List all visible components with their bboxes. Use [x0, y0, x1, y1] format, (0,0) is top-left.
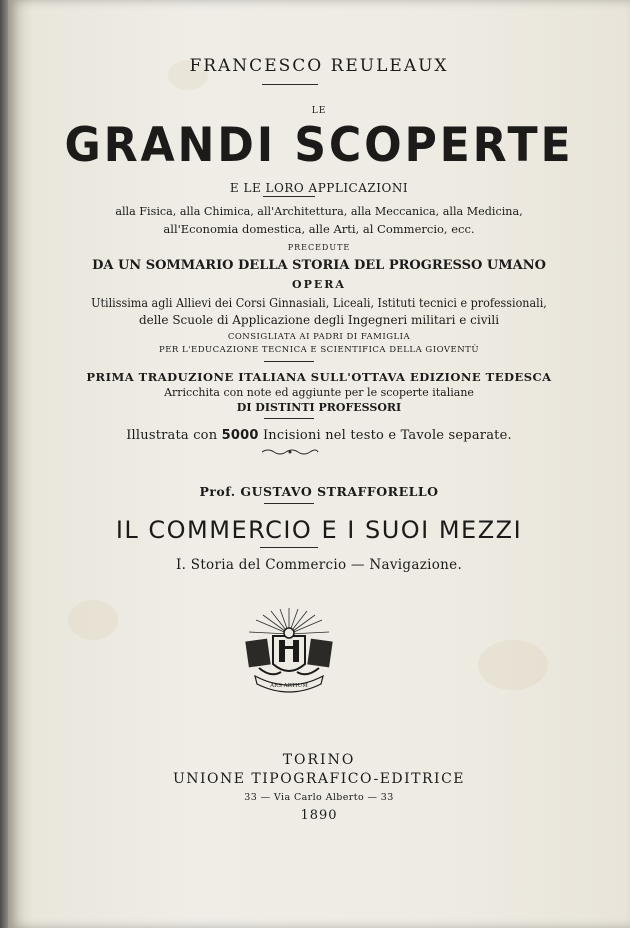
foxing-stain [68, 600, 118, 640]
sommario-heading: DA UN SOMMARIO DELLA STORIA DEL PROGRESSO UMANO [92, 258, 546, 273]
divider-rule [263, 196, 315, 197]
volume-title: IL COMMERCIO E I SUOI MEZZI [115, 516, 523, 544]
translation-note: PRIMA TRADUZIONE ITALIANA SULL'OTTAVA EDIZIONE TEDESCA [86, 370, 552, 384]
book-spine-edge [0, 0, 8, 928]
imprint-city: TORINO [282, 752, 356, 768]
imprint-publisher: UNIONE TIPOGRAFICO-EDITRICE [172, 771, 466, 787]
applications-line-1: alla Fisica, alla Chimica, all'Architettura, alla Meccanica, alla Medicina, [115, 204, 523, 218]
emblem-motto: ARS ARTIUM [270, 683, 308, 689]
illustration-note [8, 428, 630, 443]
precedute-label: PRECEDUTE [287, 243, 351, 252]
title-article: LE [311, 106, 327, 116]
volume-subtitle: I. Storia del Commercio — Navigazione. [175, 557, 463, 573]
enriched-note: Arricchita con note ed aggiunte per le scoperte italiane [164, 386, 474, 399]
imprint-address: 33 — Via Carlo Alberto — 33 [244, 792, 394, 803]
foxing-stain [478, 640, 548, 690]
main-subtitle: E LE LORO APPLICAZIONI [229, 181, 409, 195]
illustration-count: 5000 [221, 428, 259, 443]
divider-rule [260, 547, 318, 548]
author-name: FRANCESCO REULEAUX [189, 56, 449, 76]
main-title: GRANDI SCOPERTE [64, 118, 574, 173]
volume-editor: Prof. GUSTAVO STRAFFORELLO [199, 484, 439, 499]
professors-note: DI DISTINTI PROFESSORI [236, 401, 402, 414]
illustration-prefix: Illustrata con [126, 428, 218, 443]
divider-rule [264, 418, 314, 419]
publisher-emblem-icon [241, 606, 337, 702]
illustration-suffix: Incisioni nel testo e Tavole separate. [262, 428, 512, 443]
divider-rule [264, 503, 314, 504]
recommendation-line-1: CONSIGLIATA AI PADRI DI FAMIGLIA [227, 332, 411, 342]
opera-label: OPERA [292, 278, 346, 291]
imprint-year: 1890 [300, 808, 338, 823]
description-line-1: Utilissima agli Allievi dei Corsi Ginnasiali, Liceali, Istituti tecnici e professionali, [91, 296, 547, 310]
divider-rule [264, 361, 314, 362]
applications-line-2: all'Economia domestica, alle Arti, al Commercio, ecc. [163, 222, 475, 236]
ornament-flourish-icon [260, 448, 320, 456]
description-line-2: delle Scuole di Applicazione degli Ingegneri militari e civili [138, 313, 500, 327]
divider-rule [262, 84, 318, 85]
recommendation-line-2: PER L'EDUCAZIONE TECNICA E SCIENTIFICA DELLA GIOVENTÙ [158, 345, 479, 355]
title-page [8, 0, 630, 928]
